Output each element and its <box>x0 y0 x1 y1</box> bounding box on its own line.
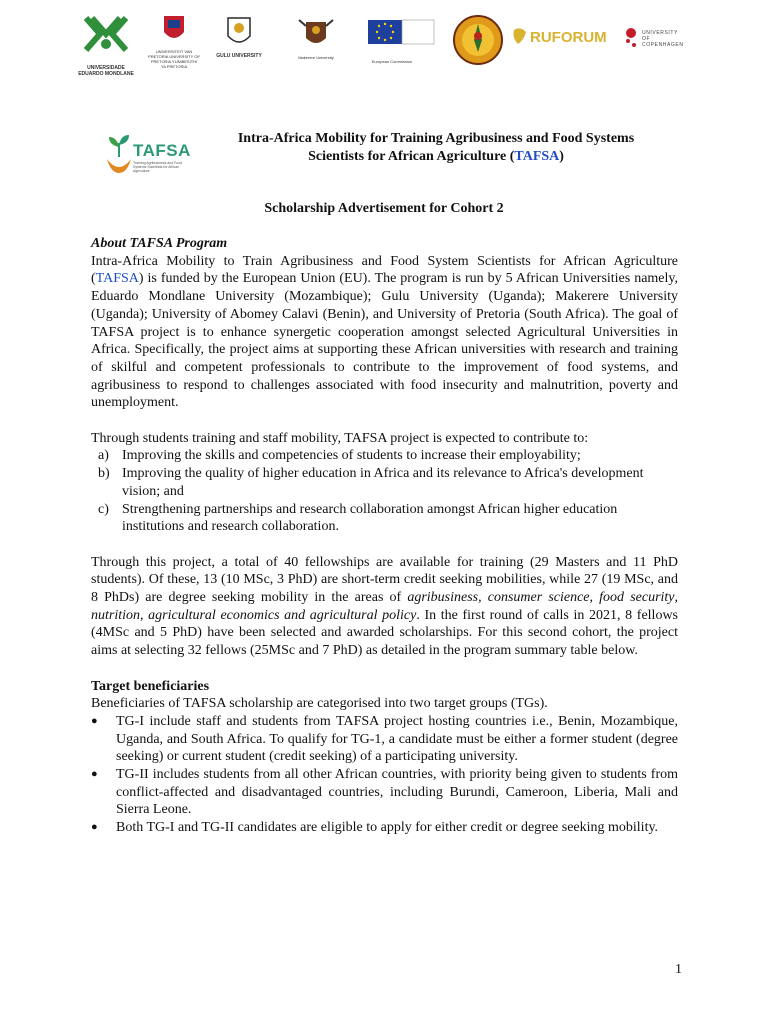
eduardo-mondlane-logo-text: UNIVERSIDADE EDUARDO MONDLANE <box>78 65 134 77</box>
bullet-icon: ● <box>91 821 98 834</box>
fellowships-text-1: Through this project, a total of 40 fellowships are available for training (29 Masters and 11 PhD students). Of these, 13 (10 MSc, 3 PhD) are short-term credit seeking mobilities, while 27 (19 MSc, and 8 PhDs) are degree seeking mobility in the areas of <box>91 554 678 606</box>
about-paragraph <box>91 253 678 412</box>
area-separator: , <box>478 590 488 606</box>
target-list <box>91 713 678 837</box>
european-commission-logo <box>362 14 438 64</box>
about-text-start: Intra-Africa Mobility to Train Agribusiness and Food System Scientists for African Agriculture ( <box>91 253 678 287</box>
title-line-2-text: Scientists for African Agriculture ( <box>308 149 515 164</box>
list-marker: c) <box>98 501 109 517</box>
fellowships-text-2: . In the first round of calls in 2021, 8 fellows (4MSc and 5 PhD) have been selected and awarded scholarships. For this second cohort, the project aims at selecting 32 fellows (25MSc and 7 PhD) as detailed in the program summary table below. <box>91 607 679 659</box>
list-item <box>91 713 678 766</box>
tafsa-logo-tagline: Training Agribusiness and Food Systems Scientists for African Agriculture <box>133 161 183 173</box>
list-item-text: Both TG-I and TG-II candidates are eligible to apply for either credit or degree seeking mobility. <box>116 820 659 836</box>
area-separator: , <box>589 590 600 606</box>
title-line-1: Intra-Africa Mobility for Training Agribusiness and Food Systems <box>237 131 635 146</box>
list-item <box>91 447 678 465</box>
list-item-text: Improving the quality of higher education in Africa and its relevance to Africa's development vision; and <box>122 466 644 499</box>
gulu-university-logo-text: GULU UNIVERSITY <box>216 53 262 59</box>
eduardo-mondlane-logo <box>78 14 134 77</box>
list-item <box>91 501 678 536</box>
page-number: 1 <box>675 962 682 977</box>
area-agribusiness: agribusiness <box>407 590 479 606</box>
about-text-rest: ) is funded by the European Union (EU). The program is run by 5 African Universities namely, Eduardo Mondlane University (Mozambique); Gulu University (Uganda); Makerere University (Uganda); University of Abomey Calavi (Benin), and University of Pretoria (South Africa). The goal of TAFSA project is to enhance synergetic cooperation amongst selected Agricultural Universities in Africa. Specifically, the project aims at supporting these African universities with research and training of skilful and competent professionals to contribute to the improvement of food systems, and agribusiness to respond to challenges associated with food insecurity and malnutrition, poverty and unemployment. <box>91 271 678 411</box>
area-consumer-science: consumer science <box>487 590 590 606</box>
bullet-icon: ● <box>91 768 98 781</box>
area-separator: , <box>674 590 679 606</box>
bullet-icon: ● <box>91 714 98 727</box>
area-food-security: food security <box>599 590 675 606</box>
european-commission-logo-text: European Commission <box>371 59 413 64</box>
area-separator: , <box>140 607 149 623</box>
title-acronym: TAFSA <box>514 149 560 164</box>
abomey-calavi-logo <box>452 14 504 71</box>
makerere-university-logo-text: Makerere University <box>298 55 334 60</box>
tafsa-logo-word: TAFSA <box>133 141 191 160</box>
target-heading: Target beneficiaries <box>91 678 210 694</box>
partner-logos <box>78 14 688 84</box>
document-subtitle: Scholarship Advertisement for Cohort 2 <box>264 201 504 216</box>
list-item-text: Strengthening partnerships and research collaboration amongst African higher education institutions and research collaboration. <box>122 501 618 535</box>
ruforum-logo <box>512 26 612 53</box>
ruforum-logo-text: RUFORUM <box>530 29 607 46</box>
document-title <box>200 130 672 166</box>
area-agricultural-economics: agricultural economics and agricultural policy <box>148 607 417 623</box>
title-line-2 <box>200 148 672 166</box>
gulu-university-logo <box>210 14 268 59</box>
list-item <box>91 465 678 500</box>
tafsa-logo <box>105 133 195 183</box>
document-body <box>91 235 678 837</box>
about-acronym: TAFSA <box>95 271 139 287</box>
target-intro: Beneficiaries of TAFSA scholarship are categorised into two target groups (TGs). <box>91 696 548 712</box>
list-item-text: Improving the skills and competencies of students to increase their employability; <box>122 448 581 464</box>
about-heading: About TAFSA Program <box>91 236 228 251</box>
title-line-2-close: ) <box>559 149 564 164</box>
list-item <box>91 819 678 837</box>
list-item <box>91 766 678 819</box>
contribute-intro: Through students training and staff mobility, TAFSA project is expected to contribute to: <box>91 430 589 446</box>
contribute-list <box>91 447 678 536</box>
university-of-pretoria-logo-text: UNIVERSITEIT VAN PRETORIA UNIVERSITY OF PRETORIA YUNIBESITHI YA PRETORIA <box>148 49 200 69</box>
university-of-copenhagen-logo-text: UNIVERSITY OF COPENHAGEN <box>642 30 684 48</box>
list-item-text: TG-II includes students from all other African countries, with priority being given to students from conflict-affected and disadvantaged countries, including Burundi, Cameroon, Liberia, Mali and Sierra Leone. <box>116 767 678 818</box>
sprout-hands-icon <box>105 133 133 181</box>
fellowships-paragraph <box>91 554 678 660</box>
area-nutrition: nutrition <box>91 607 141 623</box>
list-marker: b) <box>98 466 110 482</box>
makerere-university-logo <box>293 14 339 60</box>
university-of-pretoria-logo <box>148 14 200 69</box>
list-item-text: TG-I include staff and students from TAFSA project hosting countries i.e., Benin, Mozambique, Uganda, and South Africa. To qualify for TG-1, a candidate must be either a former student (degree seeking) or current student (credit seeking) of a participating university. <box>116 713 678 765</box>
list-marker: a) <box>98 448 109 464</box>
